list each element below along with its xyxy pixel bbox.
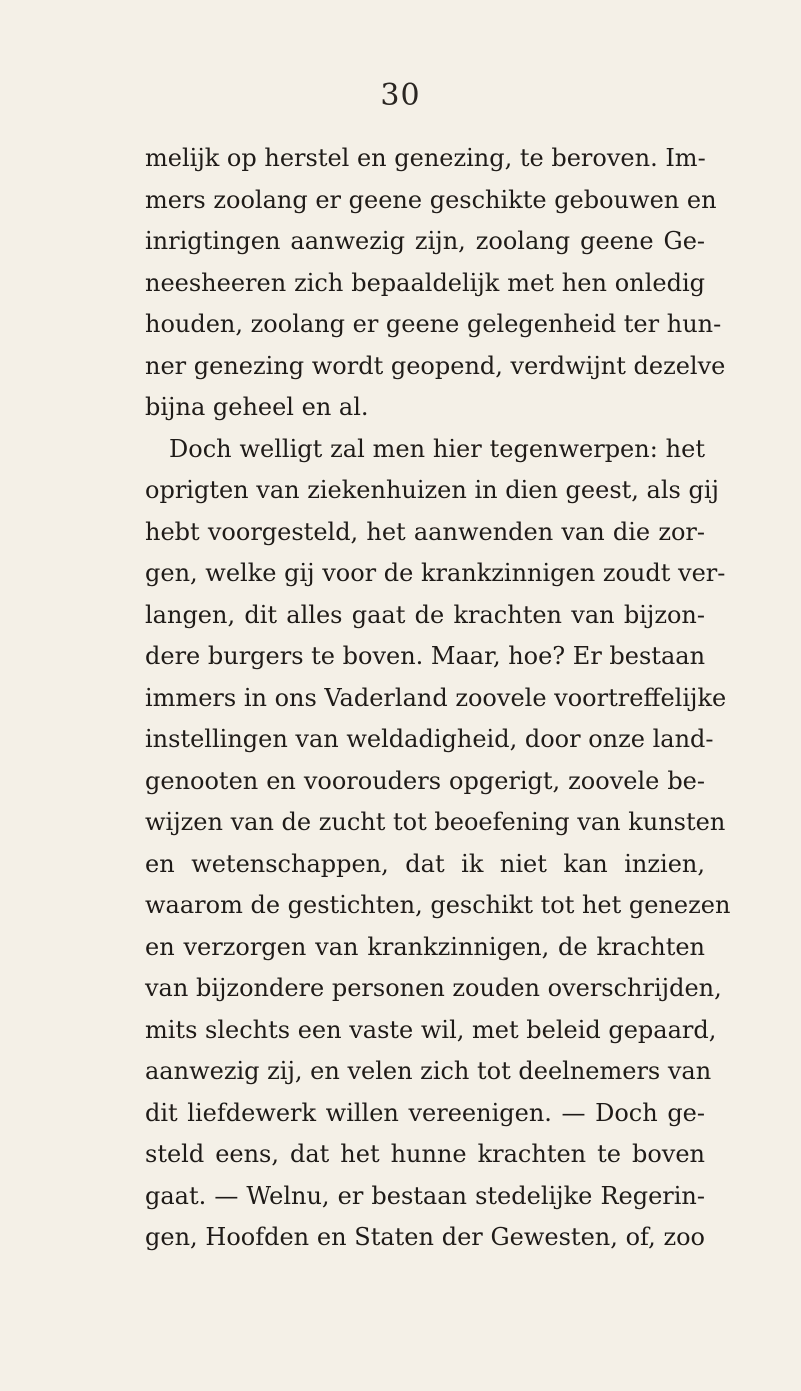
text-line: waarom de gestichten, geschikt tot het genezen	[145, 891, 731, 919]
text-line: en wetenschappen, dat ik niet kan inzien,	[145, 849, 705, 878]
text-line: bijna geheel en al.	[145, 393, 369, 421]
text-line: dit liefdewerk willen vereenigen. — Doch ge-	[145, 1098, 705, 1127]
text-line: steld eens, dat het hunne krachten te boven	[145, 1140, 705, 1168]
text-line: gaat. — Welnu, er bestaan stedelijke Regerin-	[145, 1181, 705, 1210]
text-line: dere burgers te boven. Maar, hoe? Er bestaan	[145, 642, 706, 670]
text-line: en verzorgen van krankzinnigen, de krachten	[145, 932, 705, 961]
text-line: houden, zoolang er geene gelegenheid ter hun-	[145, 310, 722, 338]
body-text	[145, 138, 731, 1259]
text-line: ner genezing wordt geopend, verdwijnt dezelve	[145, 351, 726, 380]
text-line: van bijzondere personen zouden overschrijden,	[145, 974, 722, 1002]
text-line: melijk op herstel en genezing, te beroven. Im-	[145, 144, 706, 172]
text-line: aanwezig zij, en velen zich tot deelnemers van	[145, 1057, 712, 1085]
text-line: hebt voorgesteld, het aanwenden van die zor-	[145, 517, 705, 546]
text-line: wijzen van de zucht tot beoefening van kunsten	[145, 808, 726, 836]
text-line: instellingen van weldadigheid, door onze land-	[145, 725, 714, 753]
text-line: immers in ons Vaderland zoovele voortreffelijke	[145, 683, 727, 712]
text-line: mits slechts een vaste wil, met beleid gepaard,	[145, 1015, 717, 1044]
text-line: neesheeren zich bepaaldelijk met hen onledig	[145, 268, 705, 297]
text-line: Doch welligt zal men hier tegenwerpen: het	[169, 434, 705, 463]
text-line: oprigten van ziekenhuizen in dien geest, als gij	[145, 476, 719, 504]
text-line: inrigtingen aanwezig zijn, zoolang geene Ge-	[145, 227, 705, 255]
text-line: gen, welke gij voor de krankzinnigen zoudt ver-	[145, 559, 726, 587]
text-line: gen, Hoofden en Staten der Gewesten, of, zoo	[145, 1223, 705, 1251]
page-number: 30	[380, 78, 421, 113]
text-line: langen, dit alles gaat de krachten van bijzon-	[145, 600, 705, 629]
text-line: mers zoolang er geene geschikte gebouwen en	[145, 185, 717, 214]
text-line: genooten en voorouders opgerigt, zoovele be-	[145, 766, 705, 795]
